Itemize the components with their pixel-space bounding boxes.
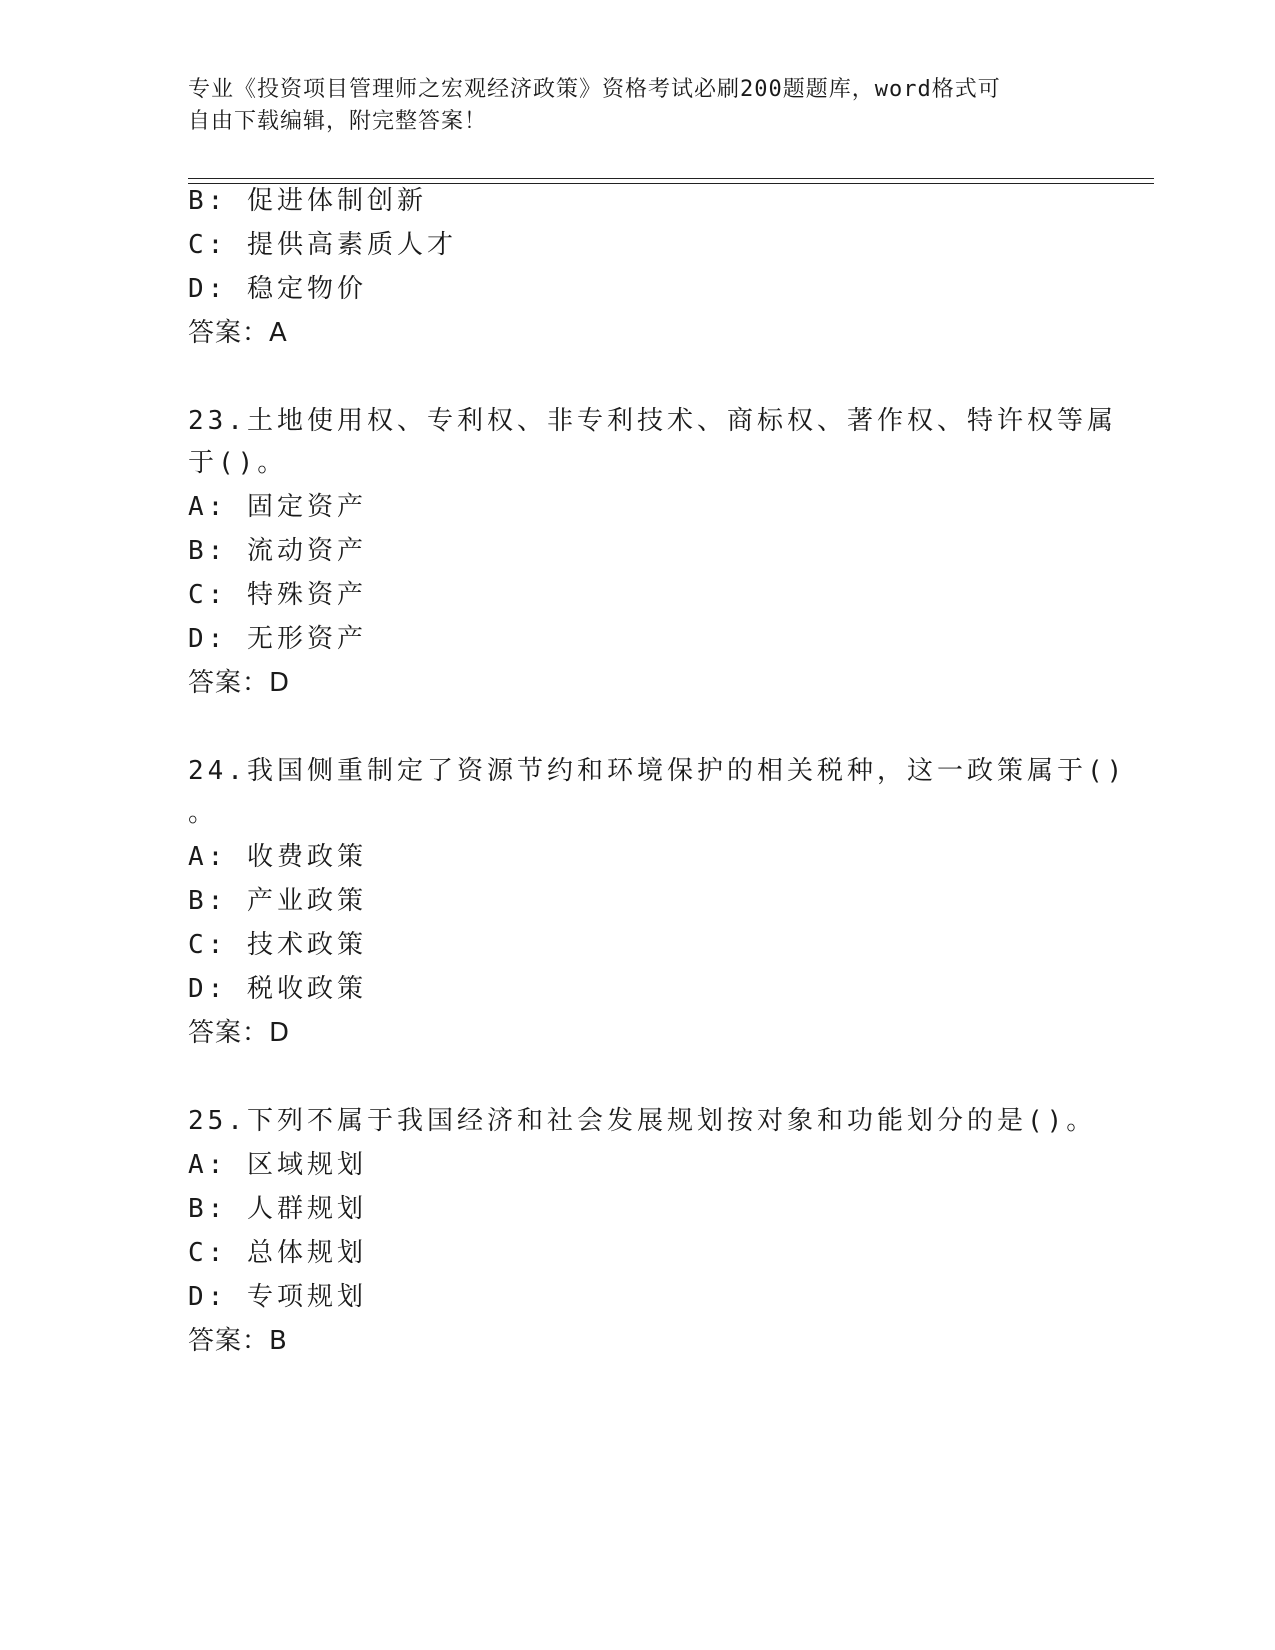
- prev-option-c: C: 提供高素质人才: [188, 230, 457, 260]
- prev-answer: 答案：A: [188, 318, 288, 348]
- q23-option-c: C: 特殊资产: [188, 580, 367, 610]
- q25-option-c: C: 总体规划: [188, 1238, 367, 1268]
- q25-stem-line-1: 25.下列不属于我国经济和社会发展规划按对象和功能划分的是()。: [188, 1106, 1097, 1136]
- header-divider-top: [188, 178, 1154, 179]
- q25-option-b: B: 人群规划: [188, 1194, 367, 1224]
- q23-answer: 答案：D: [188, 668, 291, 698]
- q24-answer: 答案：D: [188, 1018, 291, 1048]
- q24-option-c: C: 技术政策: [188, 930, 367, 960]
- q24-option-a: A: 收费政策: [188, 842, 367, 872]
- q24-stem-line-2: 。: [188, 798, 219, 828]
- q23-stem-line-2: 于()。: [188, 448, 288, 478]
- q25-option-a: A: 区域规划: [188, 1150, 367, 1180]
- q24-stem-line-1: 24.我国侧重制定了资源节约和环境保护的相关税种，这一政策属于(): [188, 756, 1127, 786]
- q25-answer: 答案：B: [188, 1326, 288, 1356]
- q23-option-b: B: 流动资产: [188, 536, 367, 566]
- q24-option-b: B: 产业政策: [188, 886, 367, 916]
- q25-option-d: D: 专项规划: [188, 1282, 367, 1312]
- q23-stem-line-1: 23.土地使用权、专利权、非专利技术、商标权、著作权、特许权等属: [188, 406, 1117, 436]
- header-line-2: 自由下载编辑，附完整答案！: [188, 109, 488, 134]
- q23-option-a: A: 固定资产: [188, 492, 367, 522]
- prev-option-b: B: 促进体制创新: [188, 186, 427, 216]
- q23-option-d: D: 无形资产: [188, 624, 367, 654]
- document-header: [188, 74, 1088, 138]
- prev-option-d: D: 稳定物价: [188, 274, 367, 304]
- header-line-1: 专业《投资项目管理师之宏观经济政策》资格考试必刷200题题库，word格式可: [188, 77, 1001, 102]
- q24-option-d: D: 税收政策: [188, 974, 367, 1004]
